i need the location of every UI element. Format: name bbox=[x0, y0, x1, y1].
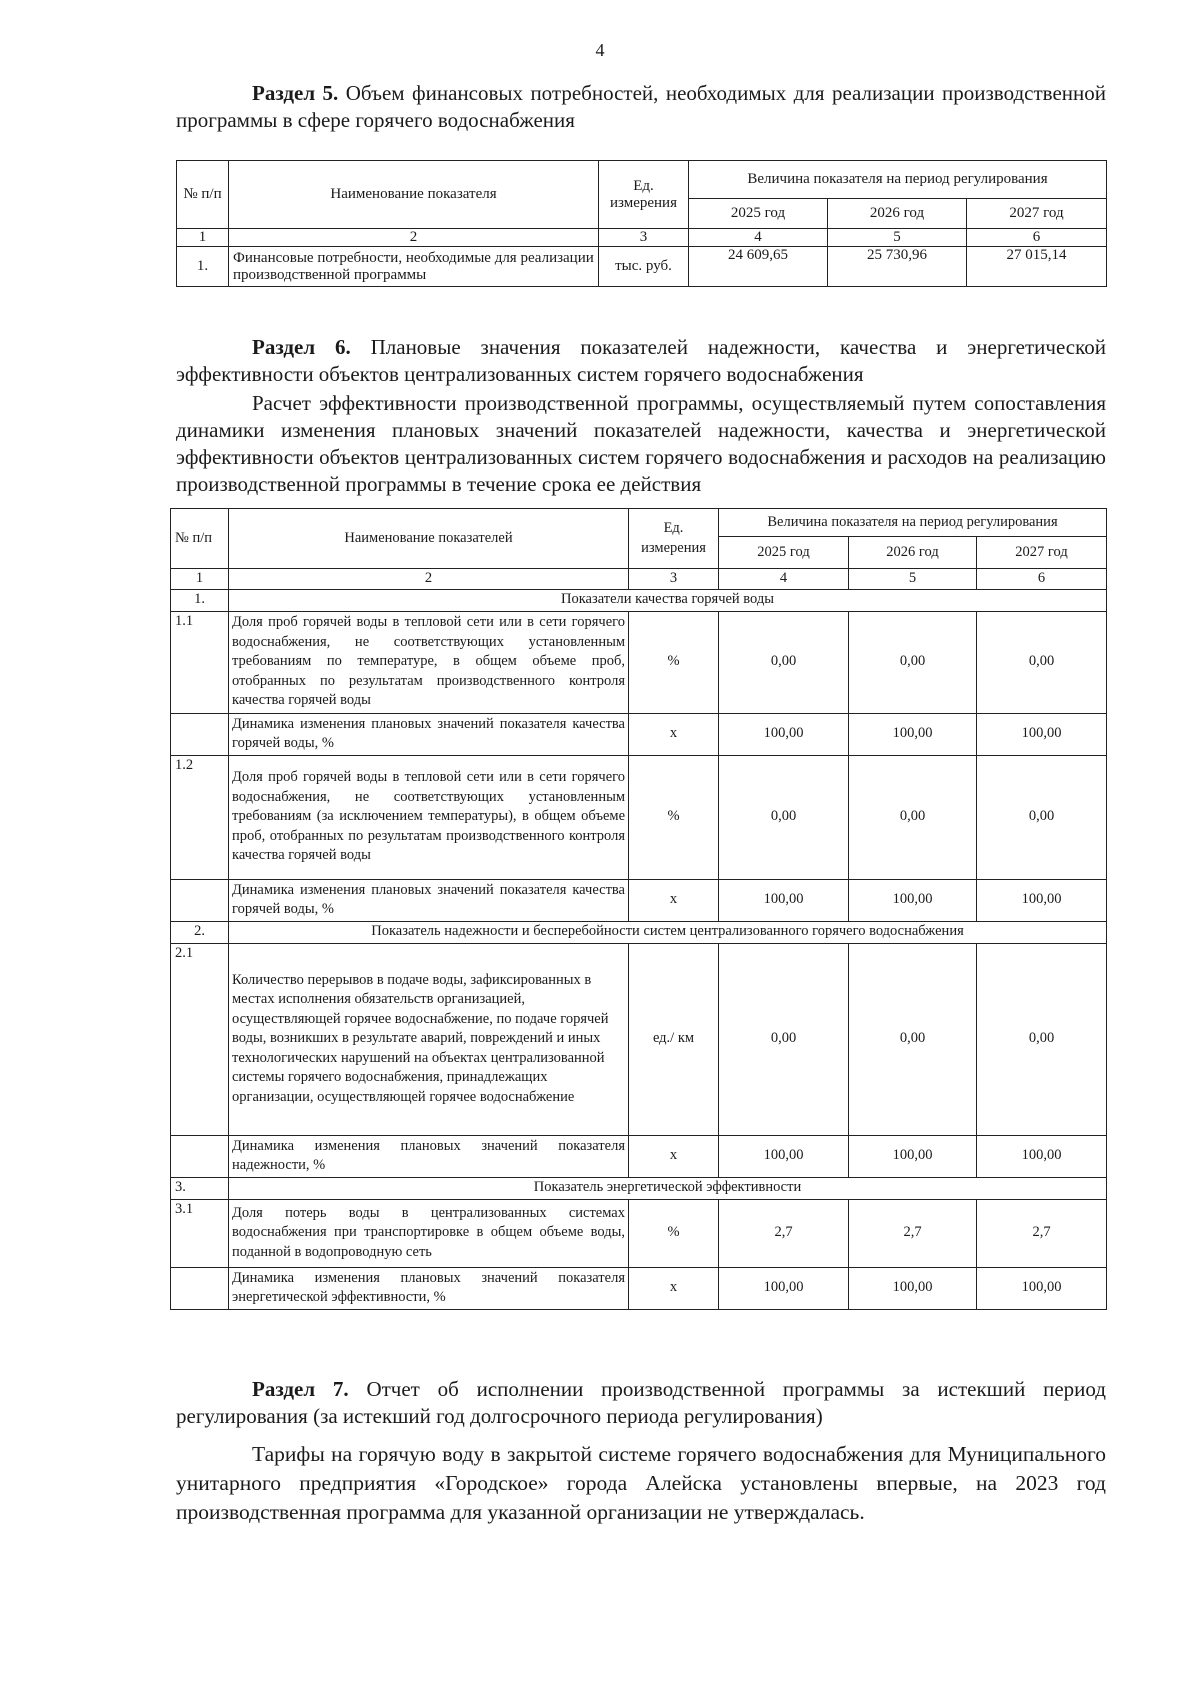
header-year: 2027 год bbox=[977, 537, 1107, 569]
column-number: 5 bbox=[849, 569, 977, 590]
page-number: 4 bbox=[595, 40, 605, 60]
row-unit: % bbox=[629, 1199, 719, 1267]
section7-heading bbox=[176, 1376, 1106, 1527]
row-value: 100,00 bbox=[849, 1267, 977, 1309]
table-row bbox=[171, 1267, 1107, 1309]
column-number: 2 bbox=[229, 229, 599, 247]
column-number: 4 bbox=[689, 229, 828, 247]
row-name: Доля потерь воды в централизованных системах водоснабжения при транспортировке в общем объеме воды, поданной в водопроводную сеть bbox=[229, 1199, 629, 1267]
column-number: 3 bbox=[629, 569, 719, 590]
group-row bbox=[171, 1177, 1107, 1199]
header-year: 2026 год bbox=[828, 199, 967, 229]
row-value: 2,7 bbox=[977, 1199, 1107, 1267]
group-title: Показатели качества горячей воды bbox=[229, 589, 1107, 611]
row-value: 25 730,96 bbox=[828, 247, 967, 287]
row-value: 2,7 bbox=[719, 1199, 849, 1267]
indicators-table bbox=[170, 508, 1107, 1310]
group-number: 2. bbox=[171, 921, 229, 943]
table-row bbox=[171, 713, 1107, 755]
group-row bbox=[171, 921, 1107, 943]
row-unit: % bbox=[629, 611, 719, 713]
row-unit: ед./ км bbox=[629, 943, 719, 1135]
row-unit: х bbox=[629, 713, 719, 755]
row-value: 100,00 bbox=[719, 879, 849, 921]
row-value: 2,7 bbox=[849, 1199, 977, 1267]
row-name: Доля проб горячей воды в тепловой сети или в сети горячего водоснабжения, не соответствующих установленным требованиям (за исключением температуры), в общем объеме проб, отобранных по результатам производственного контроля качества горячей воды bbox=[229, 755, 629, 879]
table-row bbox=[171, 755, 1107, 879]
section7-title-text: Отчет об исполнении производственной программы за истекший период регулирования (за истекший год долгосрочного периода регулирования) bbox=[176, 1377, 1106, 1428]
group-row bbox=[171, 589, 1107, 611]
row-value: 100,00 bbox=[977, 1135, 1107, 1177]
row-number: 1.1 bbox=[171, 611, 229, 713]
row-number: 2.1 bbox=[171, 943, 229, 1135]
row-value: 0,00 bbox=[977, 611, 1107, 713]
column-number: 2 bbox=[229, 569, 629, 590]
row-value: 100,00 bbox=[719, 1135, 849, 1177]
row-unit: х bbox=[629, 1267, 719, 1309]
row-unit: тыс. руб. bbox=[599, 247, 689, 287]
column-number: 1 bbox=[171, 569, 229, 590]
header-year: 2027 год bbox=[967, 199, 1107, 229]
row-number: 1.2 bbox=[171, 755, 229, 879]
table-row bbox=[171, 879, 1107, 921]
section7-paragraph: Тарифы на горячую воду в закрытой системе горячего водоснабжения для Муниципального унитарного предприятия «Городское» города Алейска установлены впервые, на 2023 год производственная программа для указанной организации не утверждалась. bbox=[176, 1442, 1106, 1524]
header-name: Наименование показателя bbox=[229, 161, 599, 229]
section5-title-bold: Раздел 5. bbox=[252, 81, 339, 105]
section6-title-text: Плановые значения показателей надежности, качества и энергетической эффективности объектов централизованных систем горячего водоснабжения bbox=[176, 335, 1106, 386]
column-number: 4 bbox=[719, 569, 849, 590]
row-value: 0,00 bbox=[977, 755, 1107, 879]
row-value: 0,00 bbox=[849, 611, 977, 713]
column-number: 3 bbox=[599, 229, 689, 247]
table-row bbox=[171, 611, 1107, 713]
row-value: 0,00 bbox=[849, 943, 977, 1135]
row-value: 100,00 bbox=[977, 713, 1107, 755]
row-value: 100,00 bbox=[849, 1135, 977, 1177]
row-value: 0,00 bbox=[719, 755, 849, 879]
section6-title-bold: Раздел 6. bbox=[252, 335, 351, 359]
group-title: Показатель энергетической эффективности bbox=[229, 1177, 1107, 1199]
column-number: 5 bbox=[828, 229, 967, 247]
header-value: Величина показателя на период регулирования bbox=[689, 161, 1107, 199]
table-row bbox=[171, 1199, 1107, 1267]
row-value: 0,00 bbox=[719, 943, 849, 1135]
column-number: 1 bbox=[177, 229, 229, 247]
row-unit: х bbox=[629, 879, 719, 921]
header-year: 2026 год bbox=[849, 537, 977, 569]
row-name: Динамика изменения плановых значений показателя энергетической эффективности, % bbox=[229, 1267, 629, 1309]
row-name: Динамика изменения плановых значений показателя качества горячей воды, % bbox=[229, 713, 629, 755]
row-name: Финансовые потребности, необходимые для реализации производственной программы bbox=[229, 247, 599, 287]
row-value: 100,00 bbox=[849, 713, 977, 755]
header-name: Наименование показателей bbox=[229, 509, 629, 569]
financial-needs-table bbox=[176, 160, 1107, 287]
row-value: 0,00 bbox=[719, 611, 849, 713]
section7-title-bold: Раздел 7. bbox=[252, 1377, 349, 1401]
group-number: 1. bbox=[171, 589, 229, 611]
header-number: № п/п bbox=[171, 509, 229, 569]
section5-title-text: Объем финансовых потребностей, необходимых для реализации производственной программы в сфере горячего водоснабжения bbox=[176, 81, 1106, 132]
column-number: 6 bbox=[967, 229, 1107, 247]
row-value: 100,00 bbox=[977, 879, 1107, 921]
row-number: 1. bbox=[177, 247, 229, 287]
row-name: Динамика изменения плановых значений показателя надежности, % bbox=[229, 1135, 629, 1177]
row-value: 0,00 bbox=[977, 943, 1107, 1135]
row-value: 100,00 bbox=[719, 713, 849, 755]
row-name: Количество перерывов в подаче воды, зафиксированных в местах исполнения обязательств организацией, осуществляющей горячее водоснабжение, по подаче горячей воды, возникших в результате аварий, повреждений и иных технологических нарушений на объектах централизованной системы горячего водоснабжения, принадлежащих организации, осуществляющей горячее водоснабжение bbox=[229, 943, 629, 1135]
header-value: Величина показателя на период регулирования bbox=[719, 509, 1107, 537]
header-unit: Ед. измерения bbox=[599, 161, 689, 229]
row-value: 24 609,65 bbox=[689, 247, 828, 287]
group-number: 3. bbox=[171, 1177, 229, 1199]
header-year: 2025 год bbox=[719, 537, 849, 569]
row-unit: х bbox=[629, 1135, 719, 1177]
group-title: Показатель надежности и бесперебойности систем централизованного горячего водоснабжения bbox=[229, 921, 1107, 943]
row-value: 27 015,14 bbox=[967, 247, 1107, 287]
row-name: Доля проб горячей воды в тепловой сети или в сети горячего водоснабжения, не соответствующих установленным требованиям по температуре, в общем объеме проб, отобранных по результатам производственного контроля качества горячей воды bbox=[229, 611, 629, 713]
header-unit: Ед. измерения bbox=[629, 509, 719, 569]
row-value: 100,00 bbox=[977, 1267, 1107, 1309]
header-number: № п/п bbox=[177, 161, 229, 229]
header-year: 2025 год bbox=[689, 199, 828, 229]
section6-paragraph: Расчет эффективности производственной программы, осуществляемый путем сопоставления динамики изменения плановых значений показателей надежности, качества и энергетической эффективности объектов централизованных систем горячего водоснабжения и расходов на реализацию производственной программы в течение срока ее действия bbox=[176, 391, 1106, 496]
table-row bbox=[177, 247, 1107, 287]
row-value: 100,00 bbox=[849, 879, 977, 921]
table-row bbox=[171, 943, 1107, 1135]
row-value: 100,00 bbox=[719, 1267, 849, 1309]
row-value: 0,00 bbox=[849, 755, 977, 879]
row-name: Динамика изменения плановых значений показателя качества горячей воды, % bbox=[229, 879, 629, 921]
column-number: 6 bbox=[977, 569, 1107, 590]
table-row bbox=[171, 1135, 1107, 1177]
row-number: 3.1 bbox=[171, 1199, 229, 1267]
row-unit: % bbox=[629, 755, 719, 879]
section6-heading bbox=[176, 334, 1106, 498]
section5-heading bbox=[176, 80, 1106, 134]
